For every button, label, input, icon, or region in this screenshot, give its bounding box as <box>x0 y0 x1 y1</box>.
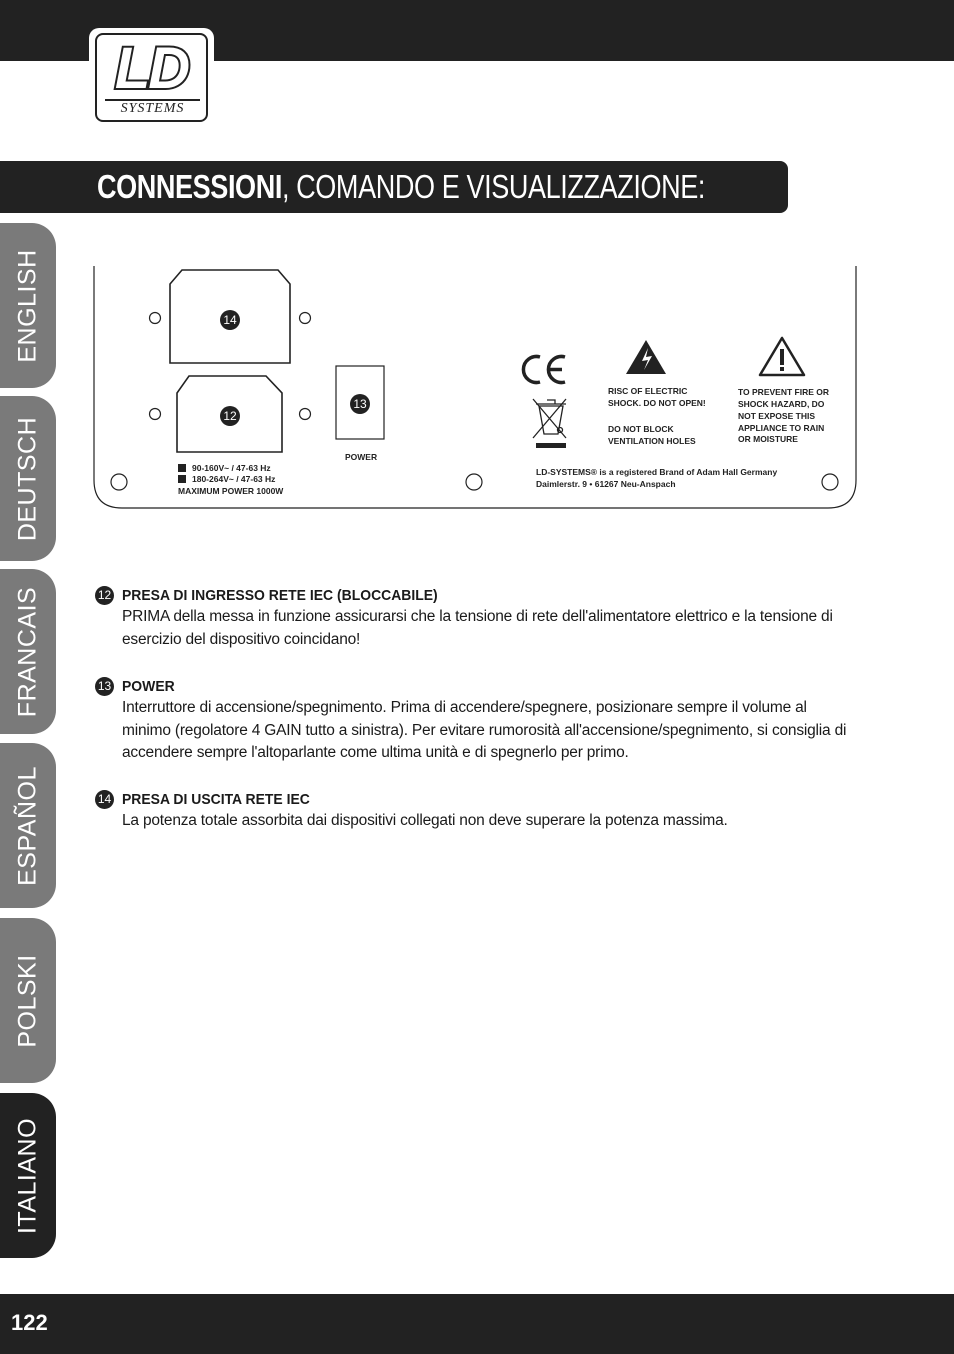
page-title-rest: , COMANDO E VISUALIZZAZIONE: <box>281 168 705 205</box>
item-number-badge: 14 <box>95 790 114 809</box>
ce-mark-c <box>523 357 540 383</box>
warning-fire-2: SHOCK HAZARD, DO <box>738 399 825 409</box>
item-number-badge: 12 <box>95 586 114 605</box>
mounting-hole <box>466 474 482 490</box>
tab-italiano[interactable] <box>0 1093 56 1258</box>
tab-polski[interactable] <box>0 918 56 1083</box>
item-body: PRIMA della messa in funzione assicurarsi che la tensione di rete dell'alimentatore elettrico e la tensione di esercizio del dispositivo coincidano! <box>122 608 833 648</box>
item-number-badge: 13 <box>95 677 114 696</box>
tab-espanol-label: ESPAÑOL <box>13 765 42 886</box>
voltage-square-2 <box>178 475 186 483</box>
footer-bar <box>0 1294 954 1354</box>
tab-italiano-label: ITALIANO <box>13 1117 42 1234</box>
mounting-hole <box>822 474 838 490</box>
badge-13: 13 <box>350 394 370 414</box>
item-title: POWER <box>122 678 175 695</box>
tab-espanol[interactable] <box>0 743 56 908</box>
voltage-line-2: 180-264V~ / 47-63 Hz <box>192 474 276 484</box>
tab-english[interactable] <box>0 223 56 388</box>
warning-fire-3: NOT EXPOSE THIS <box>738 411 815 421</box>
warning-fire-1: TO PREVENT FIRE OR <box>738 387 829 397</box>
weee-bin-icon <box>533 399 566 438</box>
logo-systems-text: SYSTEMS <box>105 99 200 117</box>
item-title: PRESA DI INGRESSO RETE IEC (BLOCCABILE) <box>122 587 438 604</box>
tab-deutsch[interactable] <box>0 396 56 561</box>
ld-systems-logo <box>89 28 214 127</box>
warning-vent-1: DO NOT BLOCK <box>608 424 674 434</box>
tab-english-label: ENGLISH <box>13 248 42 363</box>
warning-fire-5: OR MOISTURE <box>738 434 798 444</box>
item-iec-output <box>95 789 875 837</box>
badge-14: 14 <box>220 310 240 330</box>
item-iec-input <box>95 585 875 655</box>
rear-panel-diagram <box>92 266 858 510</box>
ce-mark-e <box>548 357 565 383</box>
item-title: PRESA DI USCITA RETE IEC <box>122 791 310 808</box>
brand-line-1: LD-SYSTEMS® is a registered Brand of Adam Hall Germany <box>536 467 778 477</box>
warning-fire-4: APPLIANCE TO RAIN <box>738 423 825 433</box>
max-power: MAXIMUM POWER 1000W <box>178 486 284 496</box>
voltage-square-1 <box>178 464 186 472</box>
badge-12: 12 <box>220 406 240 426</box>
page-title-bold: CONNESSIONI <box>97 168 282 205</box>
screw-hole <box>300 409 311 420</box>
brand-line-2: Daimlerstr. 9 • 61267 Neu-Anspach <box>536 479 676 489</box>
power-label: POWER <box>345 452 378 462</box>
item-body: Interruttore di accensione/spegnimento. Prima di accendere/spegnere, posizionare sempre il volume al minimo (regolatore 4 GAIN tutto a sinistra). Per evitare rumorosità all'accensione/spegnimento, si consiglia di accendere sempre l'altoparlante come ultima unità e di spegnerlo per primo. <box>122 699 847 761</box>
item-power <box>95 676 875 768</box>
warning-shock-2: SHOCK. DO NOT OPEN! <box>608 398 706 408</box>
page-title <box>97 166 705 208</box>
screw-hole <box>300 313 311 324</box>
voltage-line-1: 90-160V~ / 47-63 Hz <box>192 463 271 473</box>
tab-polski-label: POLSKI <box>13 953 42 1048</box>
logo-ld-text: LD <box>114 36 189 101</box>
tab-deutsch-label: DEUTSCH <box>13 416 42 541</box>
warning-vent-2: VENTILATION HOLES <box>608 436 696 446</box>
screw-hole <box>150 409 161 420</box>
screw-hole <box>150 313 161 324</box>
item-body: La potenza totale assorbita dai dispositivi collegati non deve superare la potenza massima. <box>122 812 728 829</box>
tab-francais[interactable] <box>0 569 56 734</box>
mounting-hole <box>111 474 127 490</box>
warning-shock-1: RISC OF ELECTRIC <box>608 386 688 396</box>
page-number: 122 <box>11 1310 48 1335</box>
weee-bar <box>536 443 566 448</box>
tab-francais-label: FRANCAIS <box>13 586 42 717</box>
